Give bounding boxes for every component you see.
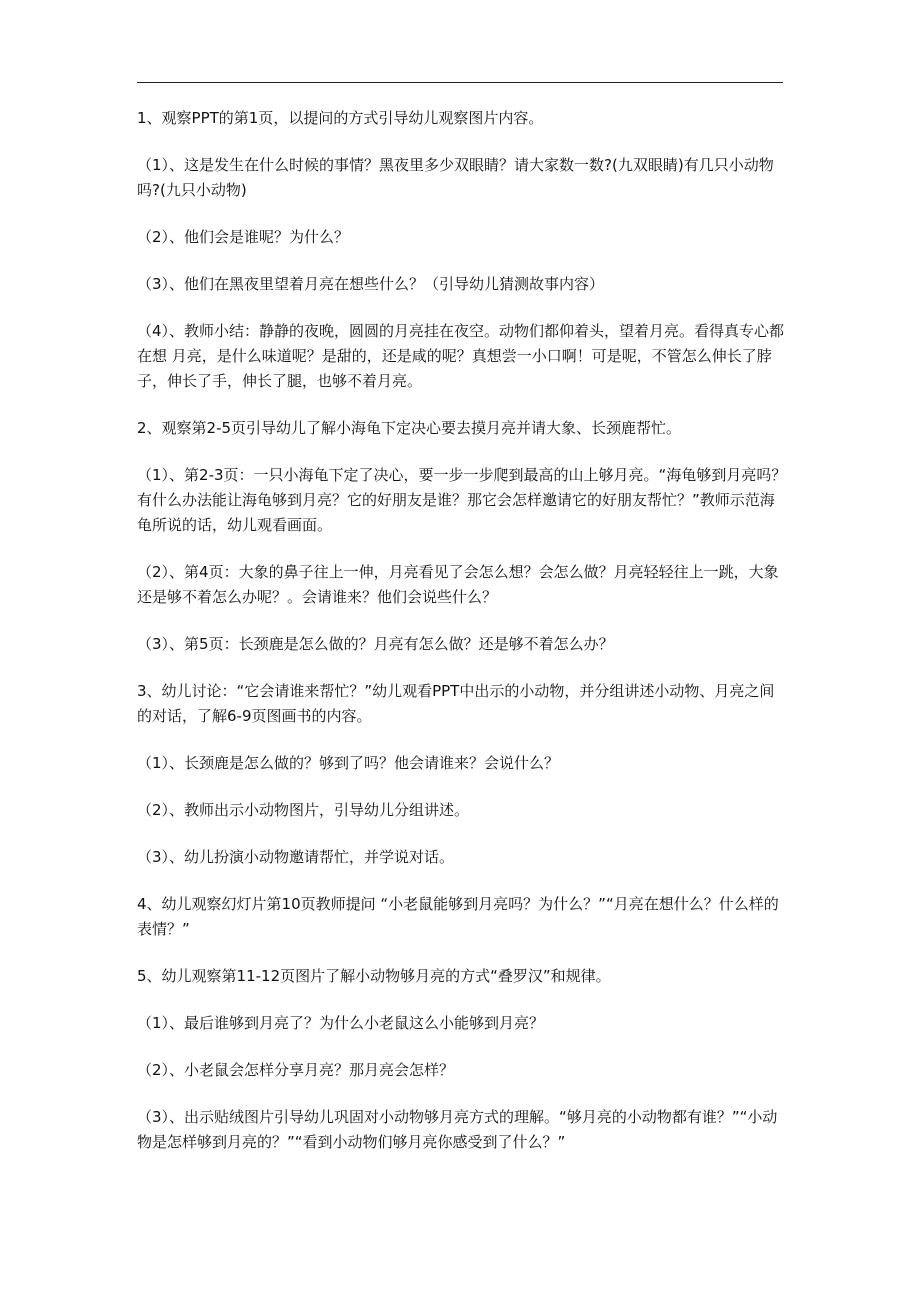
header-rule [137, 82, 783, 83]
paragraph-4: 4、幼儿观察幻灯片第10页教师提问 “小老鼠能够到月亮吗？为什么？”“月亮在想什么？什么样的表情？” [137, 895, 779, 938]
paragraph-1-2: （2）、他们会是谁呢？为什么？ [137, 228, 350, 246]
paragraph-1-3: （3）、他们在黑夜里望着月亮在想些什么？（引导幼儿猜测故事内容） [137, 275, 605, 293]
document-body [137, 106, 787, 1177]
paragraph-1: 1、观察PPT的第1页，以提问的方式引导幼儿观察图片内容。 [137, 109, 544, 127]
paragraph-2-1: （1）、第2-3页：一只小海龟下定了决心，要一步一步爬到最高的山上够月亮。“海龟够到月亮吗？有什么办法能让海龟够到月亮？它的好朋友是谁？那它会怎样邀请它的好朋友帮忙？”教师示范海龟所说的话，幼儿观看画面。 [137, 466, 787, 534]
paragraph-2-2: （2）、第4页：大象的鼻子往上一伸，月亮看见了会怎么想？会怎么做？月亮轻轻往上一跳，大象还是够不着怎么办呢？。会请谁来？他们会说些什么？ [137, 563, 779, 606]
paragraph-1-1: （1）、这是发生在什么时候的事情？黑夜里多少双眼睛？请大家数一数?(九双眼睛)有几只小动物吗?(九只小动物) [137, 156, 774, 199]
paragraph-2: 2、观察第2-5页引导幼儿了解小海龟下定决心要去摸月亮并请大象、长颈鹿帮忙。 [137, 419, 682, 437]
paragraph-1-4: （4）、教师小结：静静的夜晚，圆圆的月亮挂在夜空。动物们都仰着头，望着月亮。看得真专心都在想 月亮，是什么味道呢？是甜的，还是咸的呢？真想尝一小口啊！可是呢，不管怎么伸长了脖子，伸长了手，伸长了腿，也够不着月亮。 [137, 322, 785, 390]
paragraph-5: 5、幼儿观察第11-12页图片了解小动物够月亮的方式“叠罗汉”和规律。 [137, 967, 611, 985]
paragraph-3: 3、幼儿讨论：“它会请谁来帮忙？”幼儿观看PPT中出示的小动物，并分组讲述小动物、月亮之间的对话，了解6-9页图画书的内容。 [137, 682, 775, 725]
paragraph-3-2: （2）、教师出示小动物图片，引导幼儿分组讲述。 [137, 801, 470, 819]
paragraph-2-3: （3）、第5页：长颈鹿是怎么做的？月亮有怎么做？还是够不着怎么办？ [137, 635, 614, 653]
paragraph-5-1: （1）、最后谁够到月亮了？为什么小老鼠这么小能够到月亮？ [137, 1014, 545, 1032]
paragraph-3-3: （3）、幼儿扮演小动物邀请帮忙，并学说对话。 [137, 848, 455, 866]
paragraph-5-2: （2）、小老鼠会怎样分享月亮？那月亮会怎样？ [137, 1061, 455, 1079]
paragraph-3-1: （1）、长颈鹿是怎么做的？够到了吗？他会请谁来？会说什么？ [137, 754, 560, 772]
paragraph-5-3: （3）、出示贴绒图片引导幼儿巩固对小动物够月亮方式的理解。“够月亮的小动物都有谁？”“小动物是怎样够到月亮的？”“看到小动物们够月亮你感受到了什么？” [137, 1108, 778, 1151]
